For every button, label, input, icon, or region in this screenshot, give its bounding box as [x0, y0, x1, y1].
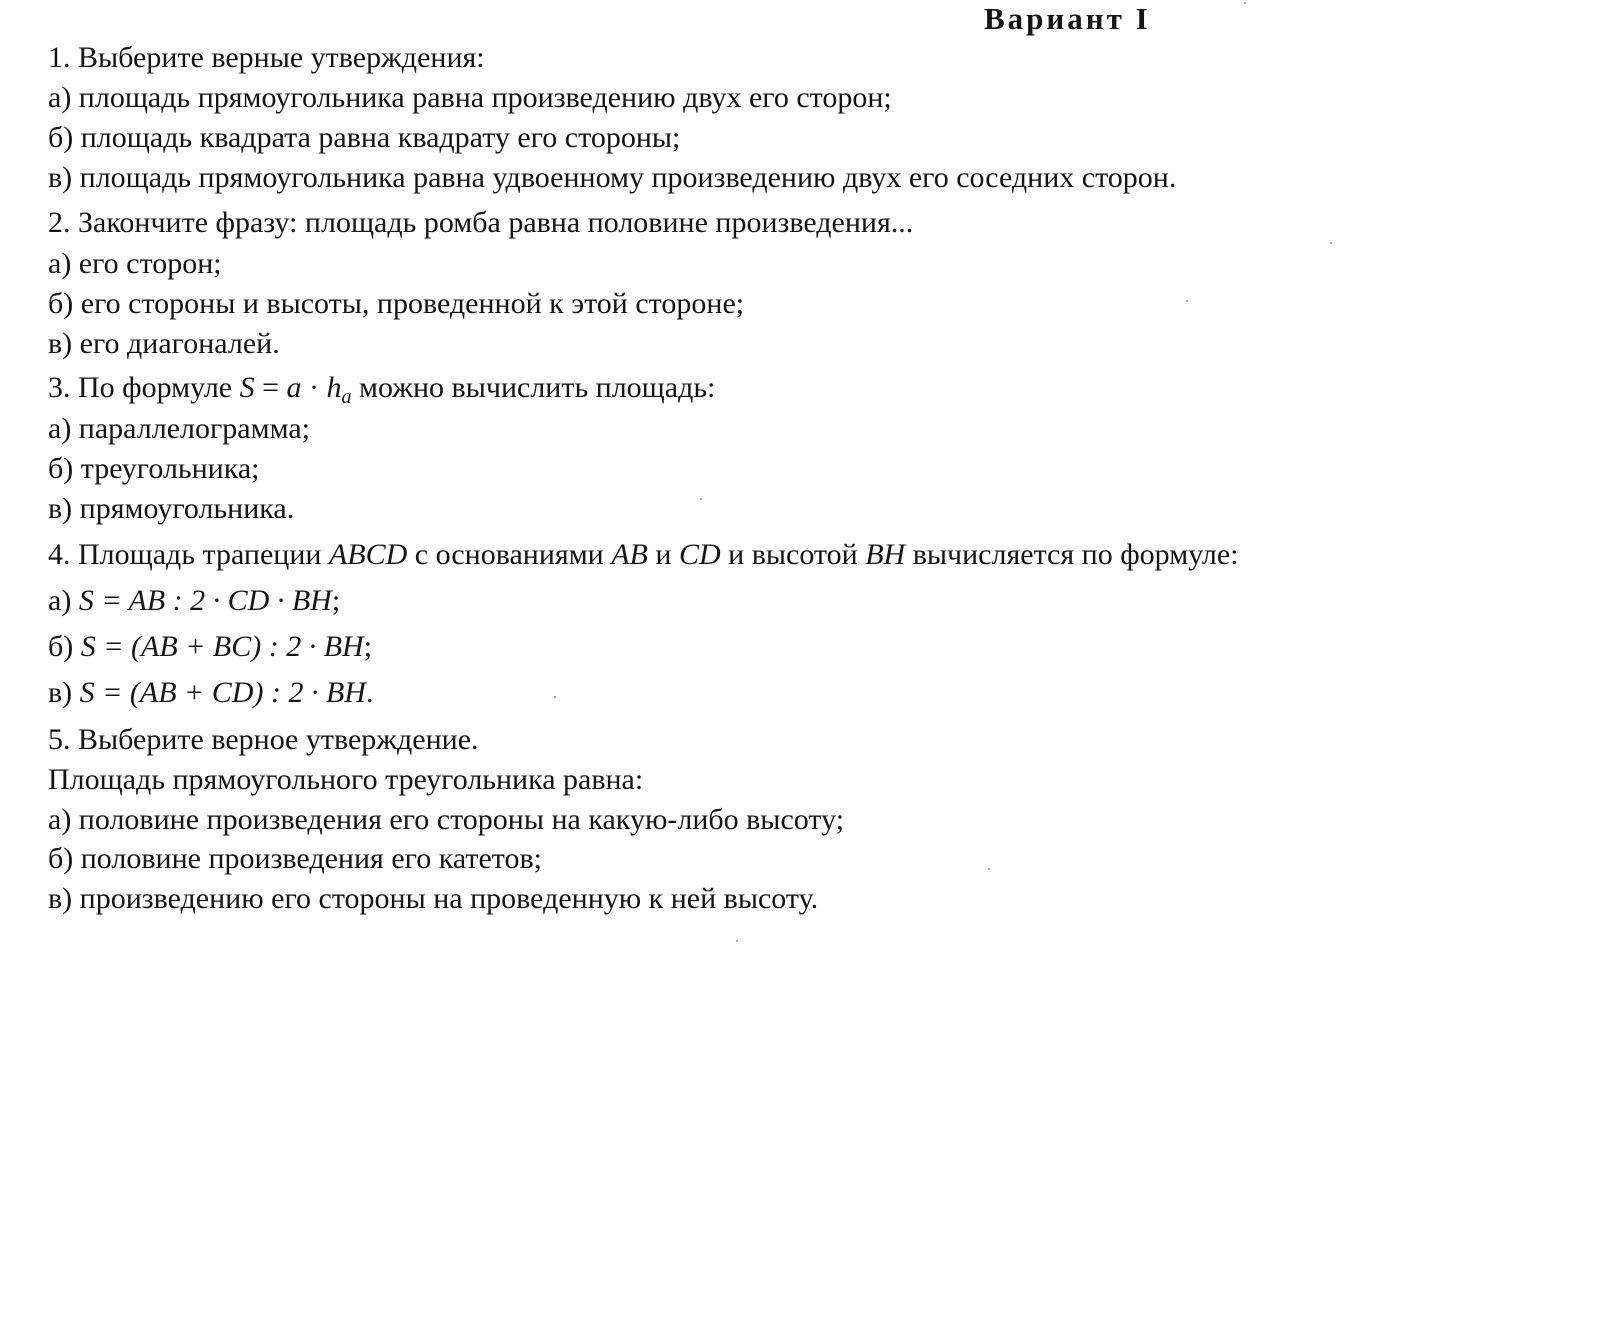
option-c-formula: S = (AB + CD) : 2 · BH [79, 676, 366, 709]
question-4-text-5: вычисляется по формуле: [905, 538, 1239, 571]
formula-dot: · [301, 371, 327, 404]
question-4-text-4: и высотой [720, 538, 866, 571]
question-4 [48, 537, 1239, 573]
question-5: 5. Выберите верное утверждение. [48, 723, 479, 756]
option-c-label: в) [48, 676, 80, 709]
question-2-option-c: в) его диагоналей. [48, 327, 280, 360]
scan-speck [700, 498, 702, 500]
question-5-option-c: в) произведению его стороны на проведенную к ней высоту. [48, 882, 819, 915]
question-4-option-c [48, 675, 373, 711]
base-ab: AB [611, 538, 648, 571]
question-1-option-a: а) площадь прямоугольника равна произведению двух его сторон; [48, 81, 892, 114]
question-5-lead: Площадь прямоугольного треугольника равна: [48, 763, 644, 796]
option-b-formula: S = (AB + BC) : 2 · BH [80, 630, 364, 663]
formula-h: h [326, 371, 342, 404]
option-b-end: ; [363, 630, 373, 663]
scan-speck [736, 940, 738, 942]
question-4-text-2: с основаниями [407, 538, 612, 571]
question-4-text-3: и [647, 538, 679, 571]
question-1-option-c: в) площадь прямоугольника равна удвоенному произведению двух его соседних сторон. [48, 161, 1177, 194]
formula-equals: = [254, 371, 287, 404]
question-2-option-b: б) его стороны и высоты, проведенной к этой стороне; [48, 287, 745, 320]
question-4-option-a [48, 583, 340, 619]
scan-speck [988, 868, 990, 870]
question-1: 1. Выберите верные утверждения: [48, 41, 485, 74]
question-1-option-b: б) площадь квадрата равна квадрату его стороны; [48, 121, 681, 154]
question-3-option-a: а) параллелограмма; [48, 412, 311, 445]
scan-speck [1186, 300, 1188, 302]
question-3-suffix: можно вычислить площадь: [351, 371, 716, 404]
option-c-end: . [365, 676, 374, 709]
question-2-option-a: а) его сторон; [48, 247, 222, 280]
option-a-label: а) [48, 584, 79, 617]
formula-a: a [286, 371, 302, 404]
variant-title: Вариант I [984, 1, 1151, 36]
base-cd: CD [678, 538, 721, 571]
question-3-option-c: в) прямоугольника. [48, 492, 295, 525]
height-bh: BH [865, 538, 906, 571]
scan-speck [1330, 242, 1332, 244]
option-a-formula: S = AB : 2 · CD · BH [78, 584, 332, 617]
question-2: 2. Закончите фразу: площадь ромба равна половине произведения... [48, 206, 914, 239]
question-4-option-b [48, 629, 372, 665]
scan-speck [554, 696, 556, 698]
option-b-label: б) [48, 630, 81, 663]
question-5-option-b: б) половине произведения его катетов; [48, 842, 543, 875]
option-a-end: ; [331, 584, 341, 617]
question-4-text-1: 4. Площадь трапеции [48, 538, 329, 571]
scan-speck [1244, 2, 1246, 4]
question-3 [48, 370, 715, 406]
formula-s: S [239, 371, 255, 404]
question-5-option-a: а) половине произведения его стороны на какую-либо высоту; [48, 803, 845, 836]
formula-subscript: a [341, 386, 352, 408]
question-3-option-b: б) треугольника; [48, 452, 260, 485]
question-3-prefix: 3. По формуле [48, 371, 240, 404]
trapezoid-name: ABCD [328, 538, 408, 571]
